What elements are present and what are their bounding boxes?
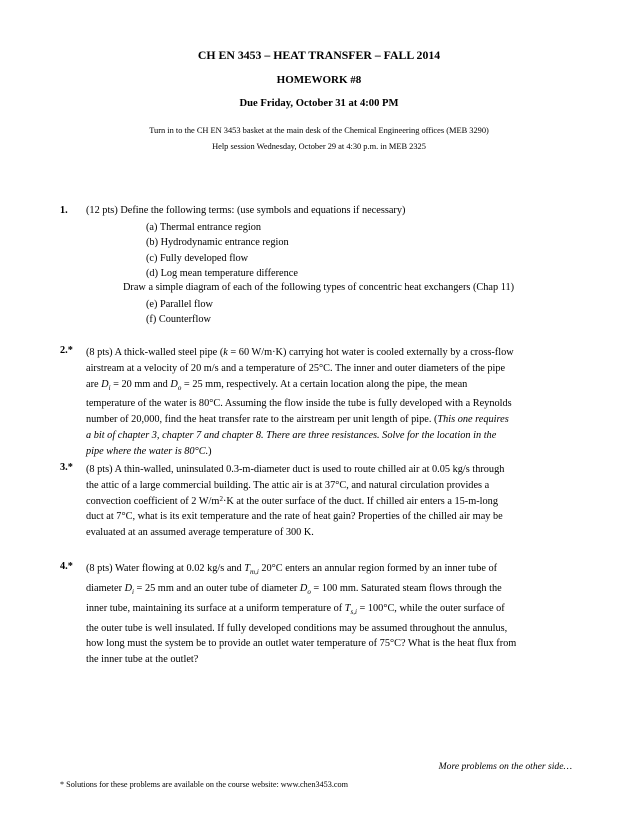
turn-in-note: Turn in to the CH EN 3453 basket at the main desk of the Chemical Engineering offices (MEB 3290)	[149, 126, 489, 135]
q4-text: (8 pts) Water flowing at 0.02 kg/s and $T_{m,i}$ 20°C enters an annular region formed by an inner tube of diameter $D_i = 25$ mm and an outer tube of diameter $D_o = 100$ mm. Saturated steam flows through the inner tube, maintaining its surface at a uniform temperature of $T_{s,i} = 100^\circ C$, while the outer surface of the outer tube is well insulated. If fully developed conditions may be assumed throughout the annulus, how long must the system be to provide an outlet water temperature of 75°C? What is the heat flux from the inner tube at the outlet?	[86, 563, 517, 666]
q1-draw-prompt: Draw a simple diagram of each of the following types of concentric heat exchangers (Chap 11)	[123, 282, 515, 293]
q2-number: 2.*	[60, 345, 73, 356]
course-title: CH EN 3453 – HEAT TRANSFER – FALL 2014	[197, 48, 441, 62]
q3-text: (8 pts) A thin-walled, uninsulated 0.3-m-diameter duct is used to route chilled air at 0.05 kg/s through the attic of a large commercial building. The attic air is at 37°C, and natural circulation provides a convection coefficient of 2 $W/m^2\cdot K$ at the outer surface of the duct. If chilled air enters a 15-m-long duct at 7°C, what is its exit temperature and the rate of heat gain? Properties of the chilled air may be evaluated at an assumed average temperature of 300 K.	[86, 464, 505, 539]
q1-draw-list	[146, 297, 213, 328]
list-item: (c) Fully developed flow	[146, 252, 249, 264]
list-item: (f) Counterflow	[146, 314, 211, 326]
q1-number: 1.	[60, 205, 68, 216]
homework-title: HOMEWORK #8	[276, 74, 362, 86]
q1-intro: (12 pts) Define the following terms: (use symbols and equations if necessary)	[86, 205, 406, 216]
q2-text: (8 pts) A thick-walled steel pipe (k = 60 W/m·K) carrying hot water is cooled externally by a cross-flow airstream at a velocity of 20 m/s and a temperature of 25°C. The inner and outer diameters of the pipe are $D_i = 20$ mm and $D_o = 25$ mm, respectively. At a certain location along the pipe, the mean temperature of the water is 80°C. Assuming the flow inside the tube is fully developed with a Reynolds number of 20,000, find the heat transfer rate to the airstream per unit length of pipe. (This one requires a bit of chapter 3, chapter 7 and chapter 8. There are three resistances. Solve for the location in the pipe where the water is 80°C.)	[86, 347, 514, 457]
more-problems-note: More problems on the other side…	[438, 761, 572, 772]
solutions-footnote: * Solutions for these problems are available on the course website: www.chen3453.com	[60, 780, 349, 789]
list-item: (e) Parallel flow	[146, 299, 213, 310]
list-item: (b) Hydrodynamic entrance region	[146, 237, 289, 249]
list-item: (d) Log mean temperature difference	[146, 268, 298, 280]
q4-number: 4.*	[60, 561, 73, 572]
due-date: Due Friday, October 31 at 4:00 PM	[239, 98, 399, 109]
help-session-note: Help session Wednesday, October 29 at 4:30 p.m. in MEB 2325	[212, 142, 426, 151]
q1-list	[146, 220, 298, 282]
list-item: (a) Thermal entrance region	[146, 222, 262, 233]
q3-number: 3.*	[60, 462, 73, 473]
